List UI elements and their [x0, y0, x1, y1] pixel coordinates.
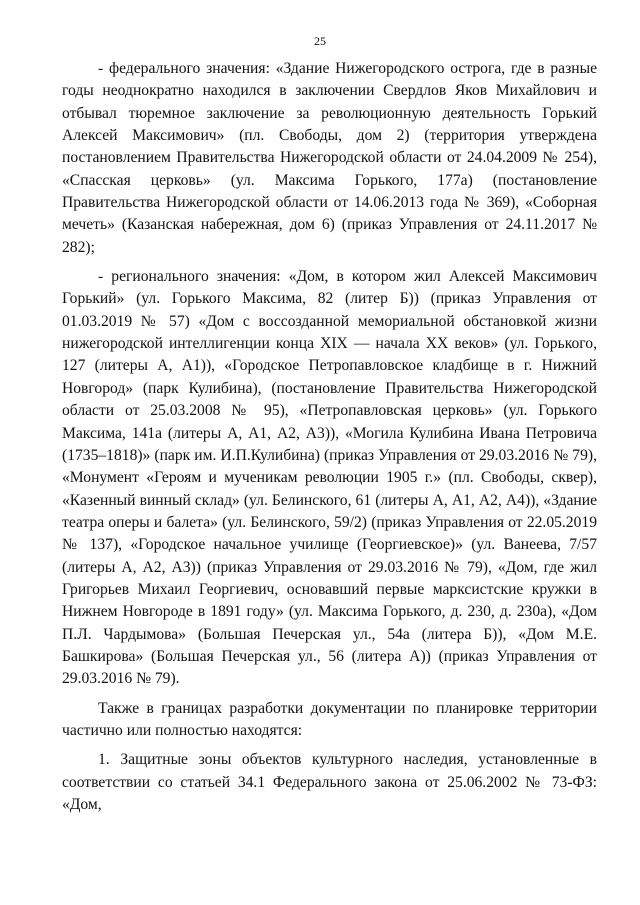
page-number: 25 — [314, 34, 326, 48]
paragraph-federal-significance: - федерального значения: «Здание Нижегородского острога, где в разные годы неоднократно находился в заключении Свердлов Яков Михайлович и отбывал тюремное заключение за революционную деятельность Горький Алексей Максимович» (пл. Свободы, дом 2) (территория утверждена постановлением Правительства Нижегородской области от 24.04.2009 № 254), «Спасская церковь» (ул. Максима Горького, 177а) (постановление Правительства Нижегородской области от 14.06.2013 года № 369), «Соборная мечеть» (Казанская набережная, дом 6) (приказ Управления от 24.11.2017 № 282); — [62, 60, 597, 256]
paragraph-also-within-boundaries: Также в границах разработки документации по планировке территории частично или полностью находятся: — [62, 699, 597, 739]
body-text — [62, 58, 597, 816]
paragraph-regional-significance: - регионального значения: «Дом, в котором жил Алексей Максимович Горький» (ул. Горького Максима, 82 (литер Б)) (приказ Управления от 01.03.2019 № 57) «Дом с воссозданной мемориальной обстановкой жизни нижегородской интеллигенции конца XIX — начала XX веков» (ул. Горького, 127 (литеры А, А1)), «Городское Петропавловское кладбище в г. Нижний Новгород» (парк Кулибина), (постановление Правительства Нижегородской области от 25.03.2008 № 95), «Петропавловская церковь» (ул. Горького Максима, 141а (литеры А, А1, А2, А3)), «Могила Кулибина Ивана Петровича (1735–1818)» (парк им. И.П.Кулибина) (приказ Управления от 29.03.2016 № 79), «Монумент «Героям и мученикам революции 1905 г.» (пл. Свободы, сквер), «Казенный винный склад» (ул. Белинского, 61 (литеры А, А1, А2, А4)), «Здание театра оперы и балета» (ул. Белинского, 59/2) (приказ Управления от 22.05.2019 № 137), «Городское начальное училище (Георгиевское)» (ул. Ванеева, 7/57 (литеры А, А2, А3)) (приказ Управления от 29.03.2016 № 79), «Дом, где жил Григорьев Михаил Георгиевич, основавший первые марксистские кружки в Нижнем Новгороде в 1891 году» (ул. Максима Горького, д. 230, д. 230а), «Дом П.Л. Чардымова» (Большая Печерская ул., 54а (литера Б)), «Дом М.Е. Башкирова» (Большая Печерская ул., 56 (литера А)) (приказ Управления от 29.03.2016 № 79). — [62, 268, 597, 688]
paragraph-protective-zones: 1. Защитные зоны объектов культурного наследия, установленные в соответствии со статьей 34.1 Федерального закона от 25.06.2002 № 73-ФЗ: «Дом, — [62, 751, 597, 813]
